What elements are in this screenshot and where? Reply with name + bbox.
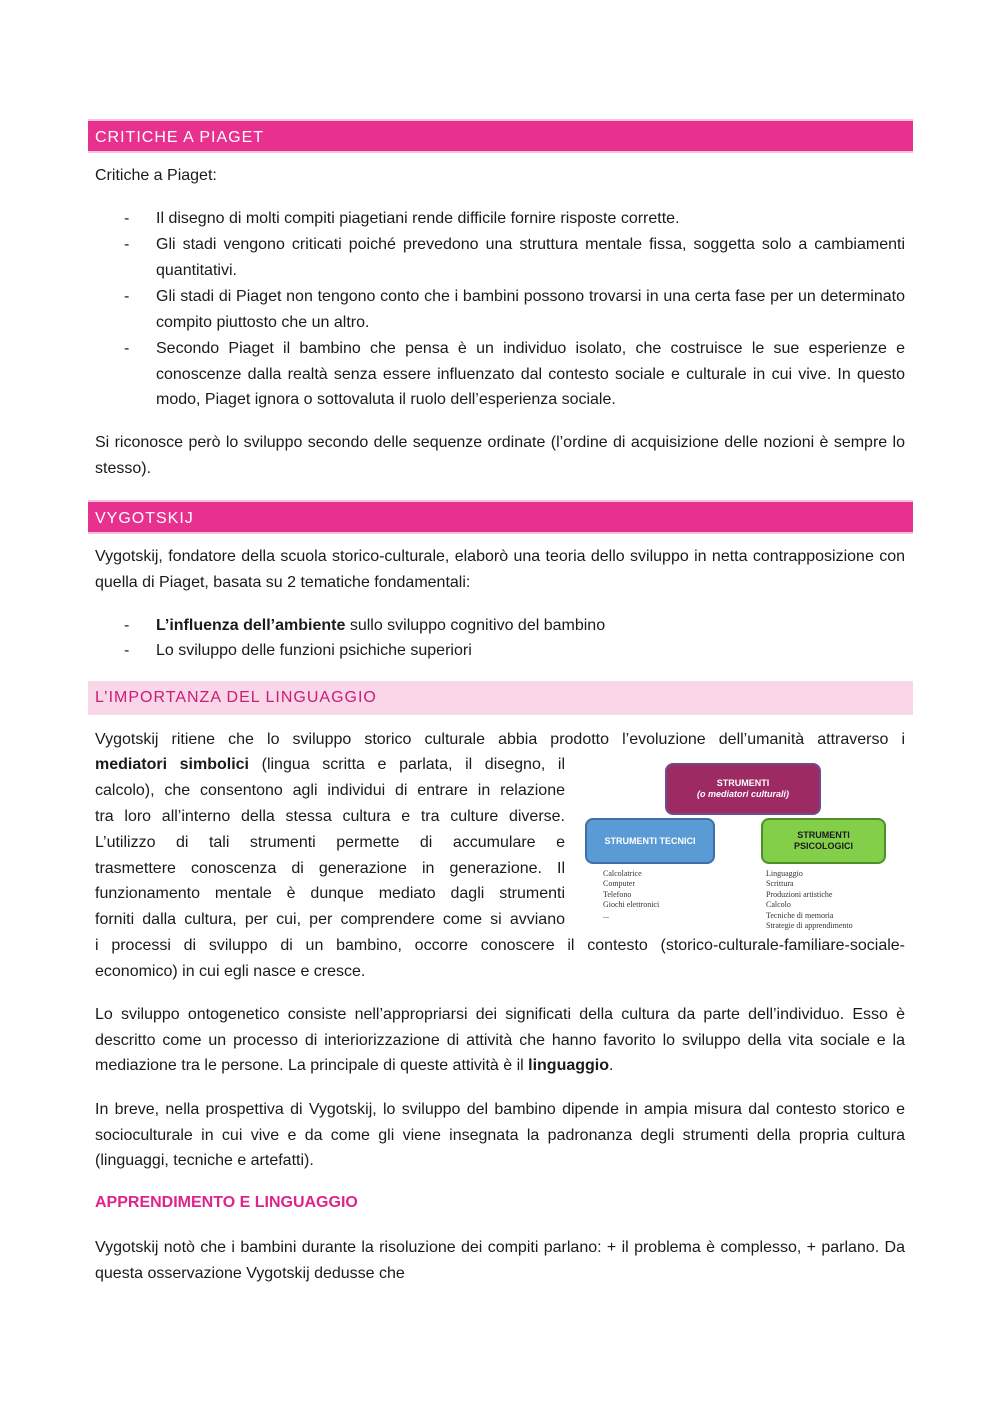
critiche-bullet-4: Secondo Piaget il bambino che pensa è un individuo isolato, che costruisce le sue esperienze e conoscenze dalla realtà senza essere influenzato dal contesto sociale e culturale in cui vive. In questo modo, Piaget ignora o sottovaluta il ruolo dell’esperienza sociale. — [156, 340, 905, 409]
linguaggio-line-6: trasmettere conoscenza di generazione in generazione. Il — [95, 860, 565, 877]
diagram-right-item: Calcolo — [766, 900, 791, 910]
linguaggio-paragraph-3: In breve, nella prospettiva di Vygotskij, lo sviluppo del bambino dipende in ampia misura dal contesto storico e socioculturale in cui vive e da come gli viene insegnata la padronanza degli strumenti della propria cultura (linguaggi, tecniche e artefatti). — [95, 1101, 905, 1170]
linguaggio-paragraph-2 — [95, 1002, 905, 1079]
p2-end: . — [609, 1057, 614, 1075]
linguaggio-line-7: funzionamento mentale è dunque mediato dagli strumenti — [95, 885, 565, 902]
vygotskij-bullet-2: Lo sviluppo delle funzioni psichiche superiori — [156, 642, 472, 659]
bullet-marker: - — [124, 617, 130, 634]
diagram-right-item: Produzioni artistiche — [766, 889, 833, 899]
diagram-right-item: Linguaggio — [766, 869, 803, 878]
linguaggio-line-5: L’utilizzo di tali strumenti permette di accumulare e — [95, 834, 565, 851]
diagram-right-item: Tecniche di memoria — [766, 910, 834, 920]
linguaggio-line-9: i processi di sviluppo di un bambino, occorre conoscere il contesto (storico-culturale-familiare-sociale- — [95, 937, 905, 954]
diagram-right-list — [766, 869, 853, 931]
section-header-critiche: CRITICHE A PIAGET — [88, 119, 913, 153]
linguaggio-line-2 — [95, 752, 565, 778]
vygotskij-bullet-1 — [156, 613, 605, 639]
section-header-linguaggio: L’IMPORTANZA DEL LINGUAGGIO — [88, 681, 913, 715]
subheading-apprendimento: APPRENDIMENTO E LINGUAGGIO — [95, 1194, 358, 1211]
linguaggio-line-4: tra loro all’interno della stessa cultura e tra culture diverse. — [95, 808, 565, 825]
bullet-marker: - — [124, 288, 130, 305]
linguaggio-line-1: Vygotskij ritiene che lo sviluppo storico culturale abbia prodotto l’evoluzione dell’umanità attraverso i — [95, 731, 905, 748]
diagram-left-item: Giochi elettronici — [603, 900, 660, 910]
p2-bold: linguaggio — [528, 1057, 610, 1075]
bullet-marker: - — [124, 210, 130, 227]
bullet-marker: - — [124, 340, 130, 357]
diagram-left-item: ... — [603, 910, 609, 920]
vygotskij-bullet-1-bold: L’influenza dell’ambiente — [156, 617, 346, 634]
diagram-right-item: Strategie di apprendimento — [766, 921, 853, 931]
diagram-right-item: Scrittura — [766, 879, 794, 889]
diagram-left-item: Calcolatrice — [603, 869, 642, 878]
vygotskij-intro: Vygotskij, fondatore della scuola storico-culturale, elaborò una teoria dello sviluppo in netta contrapposizione con quella di Piaget, basata su 2 tematiche fondamentali: — [95, 548, 905, 591]
bullet-marker: - — [124, 642, 130, 659]
linguaggio-line-2-rest: (lingua scritta e parlata, il disegno, il — [249, 756, 565, 773]
diagram-left-label: STRUMENTI TECNICI — [604, 835, 696, 846]
diagram-right-line1: STRUMENTI — [797, 830, 850, 840]
vygotskij-bullet-1-rest: sullo sviluppo cognitivo del bambino — [345, 617, 606, 634]
diagram-top-line2: (o mediatori culturali) — [696, 789, 789, 799]
diagram-left-item: Computer — [603, 879, 635, 889]
critiche-bullet-3: Gli stadi di Piaget non tengono conto che i bambini possono trovarsi in una certa fase per un determinato compito piuttosto che un altro. — [156, 288, 905, 331]
strumenti-diagram — [580, 758, 910, 938]
diagram-box-strumenti — [665, 763, 821, 815]
diagram-box-psicologici — [761, 818, 886, 864]
diagram-box-tecnici — [585, 818, 715, 864]
diagram-left-list — [603, 869, 659, 921]
mediatori-simbolici: mediatori simbolici — [95, 756, 249, 773]
bullet-marker: - — [124, 236, 130, 253]
critiche-closing: Si riconosce però lo sviluppo secondo delle sequenze ordinate (l’ordine di acquisizione delle nozioni è sempre lo stesso). — [95, 434, 905, 477]
diagram-left-item: Telefono — [603, 889, 632, 899]
linguaggio-line-8: forniti dalla cultura, per cui, per comprendere come si avviano — [95, 911, 565, 928]
apprendimento-paragraph: Vygotskij notò che i bambini durante la risoluzione dei compiti parlano: + il problema è complesso, + parlano. Da questa osservazione Vygotskij dedusse che — [95, 1239, 905, 1282]
critiche-bullet-2: Gli stadi vengono criticati poiché prevedono una struttura mentale fissa, soggetta solo a cambiamenti quantitativi. — [156, 236, 905, 279]
diagram-top-line1: STRUMENTI — [716, 778, 770, 788]
section-header-vygotskij: VYGOTSKIJ — [88, 500, 913, 534]
linguaggio-line-3: calcolo), che consentono agli individui di entrare in relazione — [95, 782, 565, 799]
critiche-intro: Critiche a Piaget: — [95, 167, 217, 184]
linguaggio-line-10: economico) in cui egli nasce e cresce. — [95, 963, 366, 980]
diagram-right-line2: PSICOLOGICI — [793, 841, 853, 851]
p2-text: Lo sviluppo ontogenetico consiste nell’appropriarsi dei significati della cultura da parte dell’individuo. Esso è descritto come un processo di interiorizzazione di attività che hanno favorito lo sviluppo della vita sociale e la mediazione tra le persone. La principale di queste attività è il — [95, 1006, 905, 1075]
critiche-bullet-1: Il disegno di molti compiti piagetiani rende difficile fornire risposte corrette. — [156, 210, 680, 227]
